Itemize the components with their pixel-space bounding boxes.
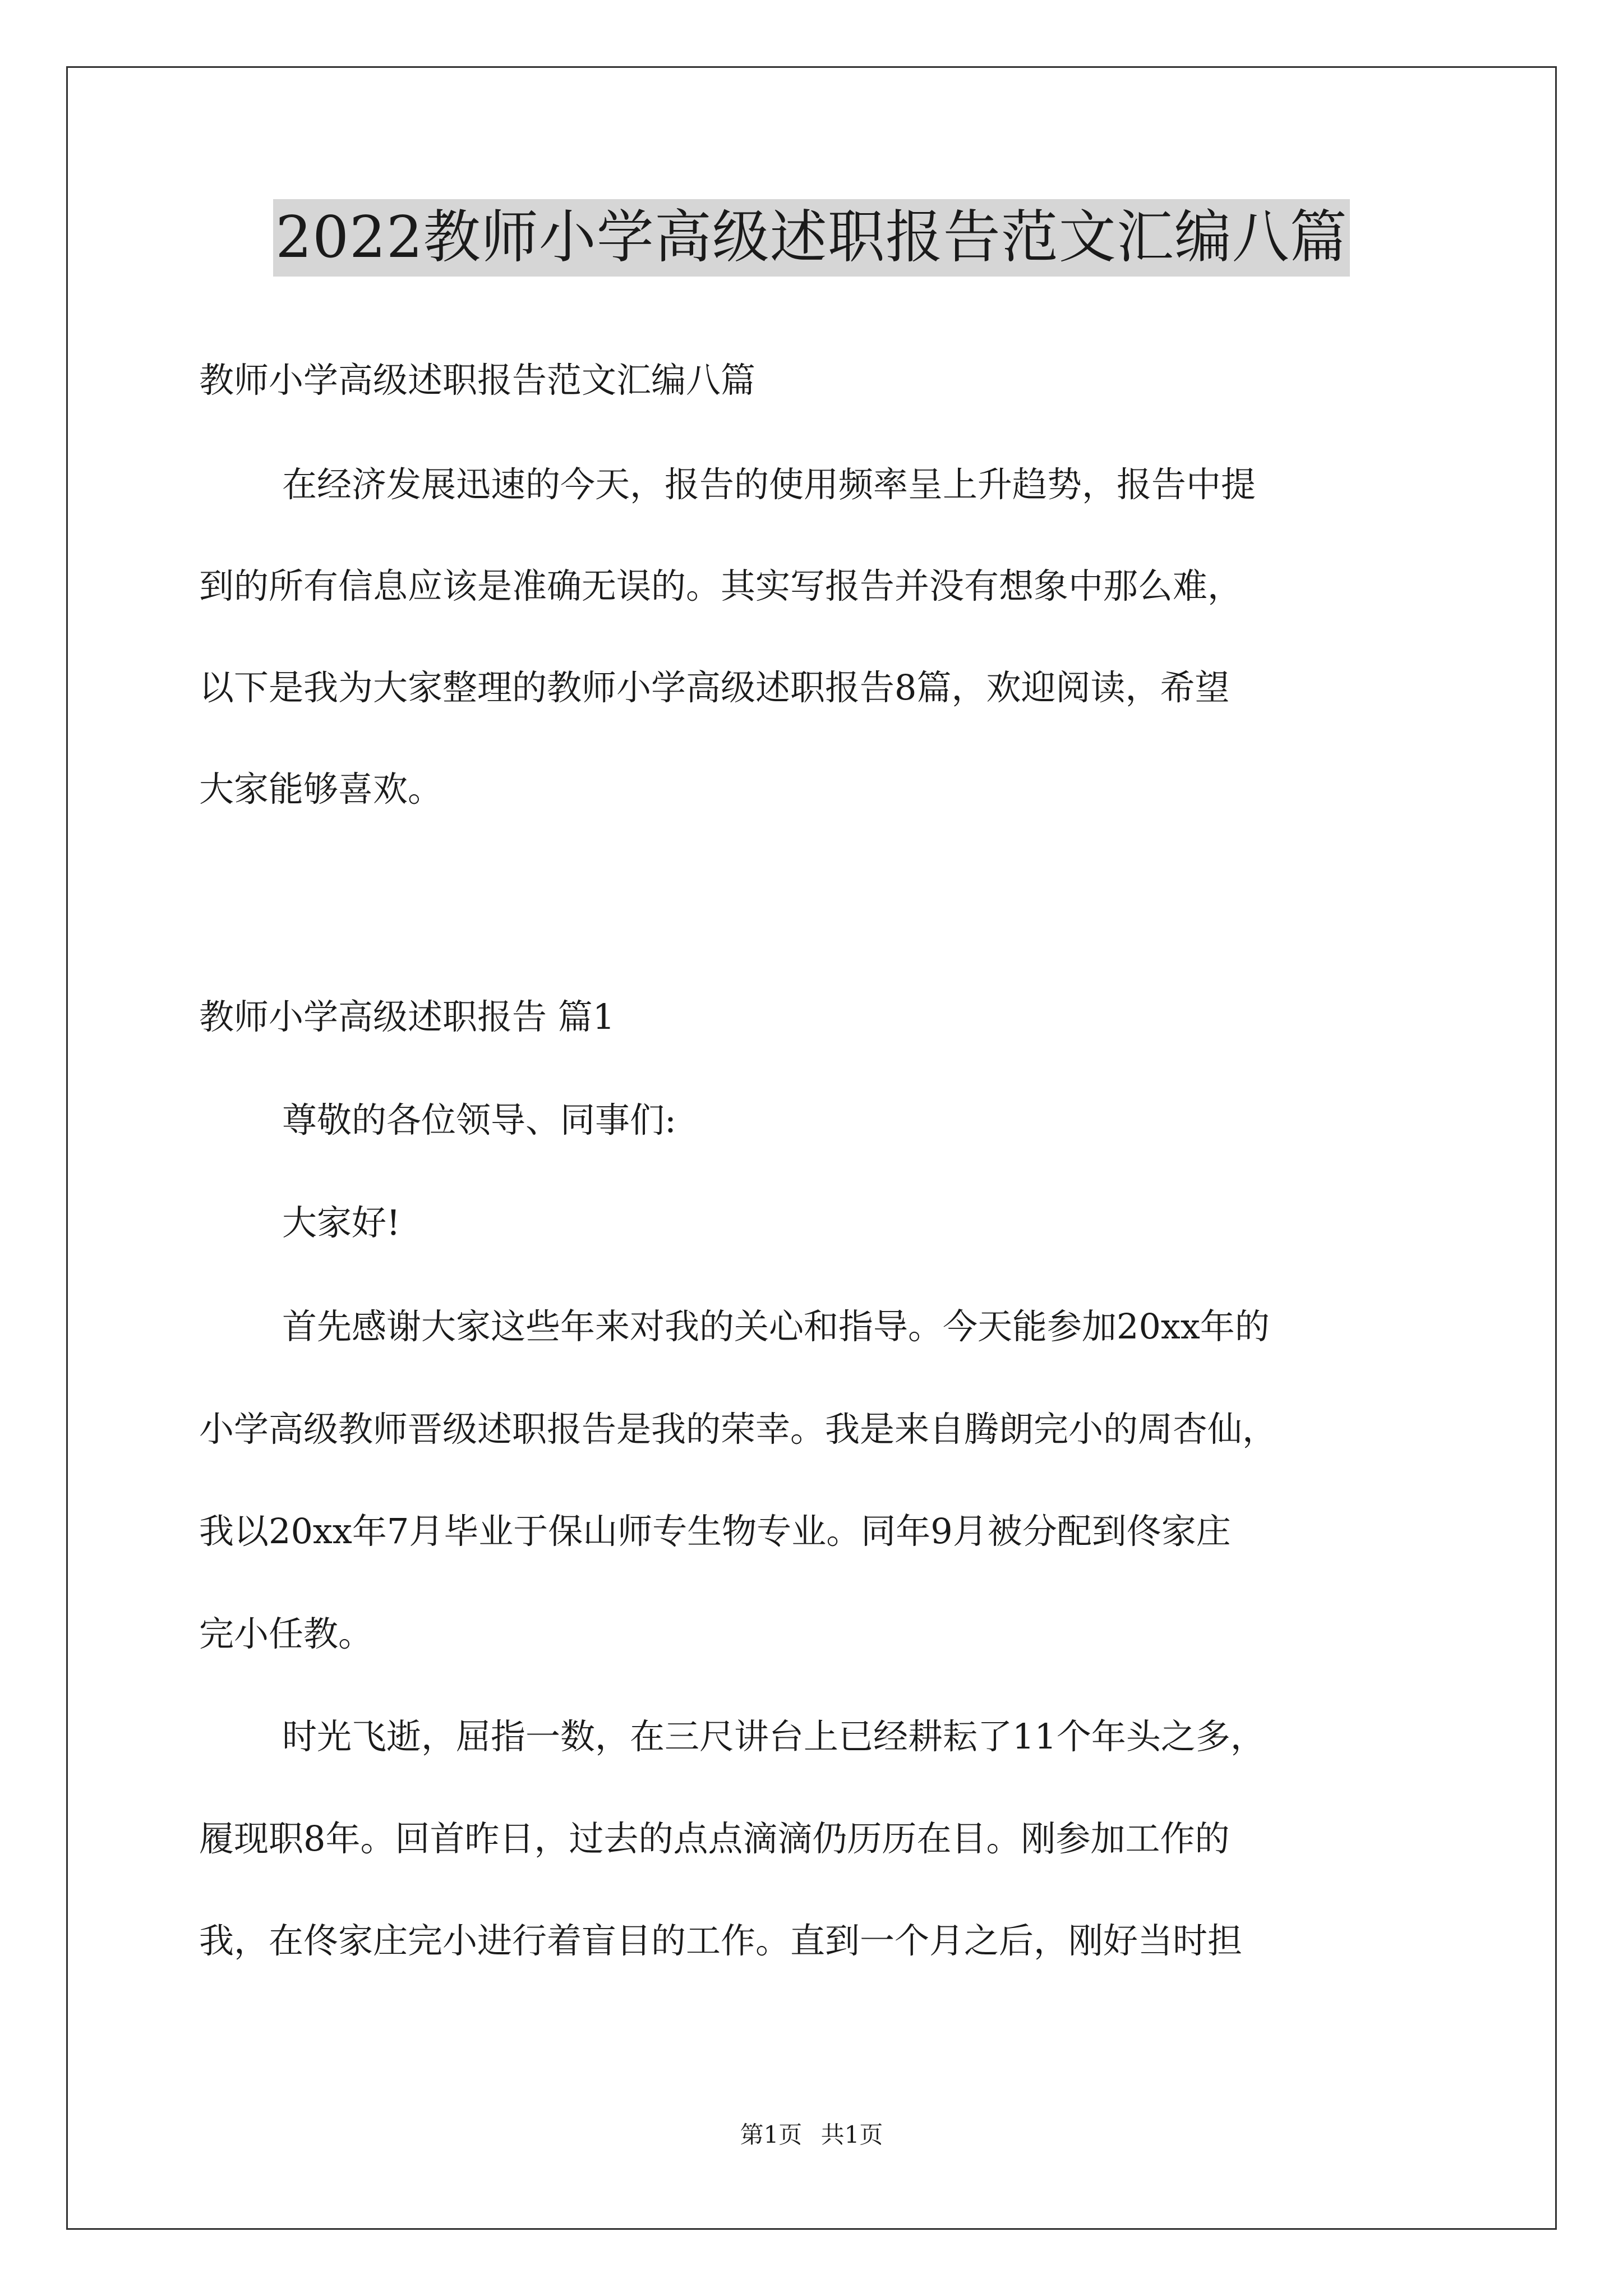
salutation: 尊敬的各位领导、同事们: [282,1099,676,1140]
page-number-total: 共1页 [820,2121,883,2148]
page-footer [0,2119,1623,2151]
intro-line-2: 到的所有信息应该是准确无误的。其实写报告并没有想象中那么难， [199,565,1243,606]
paragraph1-line-3: 我以20xx年7月毕业于保山师专生物专业。同年9月被分配到佟家庄 [199,1511,1231,1552]
document-subtitle: 教师小学高级述职报告范文汇编八篇 [199,360,756,401]
intro-line-4: 大家能够喜欢。 [199,769,443,809]
paragraph2-line-2: 履现职8年。回首昨日，过去的点点滴滴仍历历在目。刚参加工作的 [199,1818,1230,1859]
title-block [0,199,1623,277]
intro-line-1: 在经济发展迅速的今天，报告的使用频率呈上升趋势，报告中提 [282,464,1256,505]
greeting: 大家好! [282,1202,400,1243]
paragraph2-line-3: 我，在佟家庄完小进行着盲目的工作。直到一个月之后，刚好当时担 [199,1920,1243,1961]
document-title: 2022教师小学高级述职报告范文汇编八篇 [273,199,1350,277]
paragraph1-line-1: 首先感谢大家这些年来对我的关心和指导。今天能参加20xx年的 [282,1306,1270,1347]
section-heading: 教师小学高级述职报告 篇1 [199,996,615,1037]
paragraph1-line-4: 完小任教。 [199,1613,374,1654]
paragraph2-line-1: 时光飞逝，屈指一数，在三尺讲台上已经耕耘了11个年头之多， [282,1716,1265,1757]
paragraph1-line-2: 小学高级教师晋级述职报告是我的荣幸。我是来自腾朗完小的周杏仙， [199,1409,1278,1450]
intro-line-3: 以下是我为大家整理的教师小学高级述职报告8篇，欢迎阅读，希望 [199,667,1230,708]
page-number-current: 第1页 [740,2121,803,2148]
